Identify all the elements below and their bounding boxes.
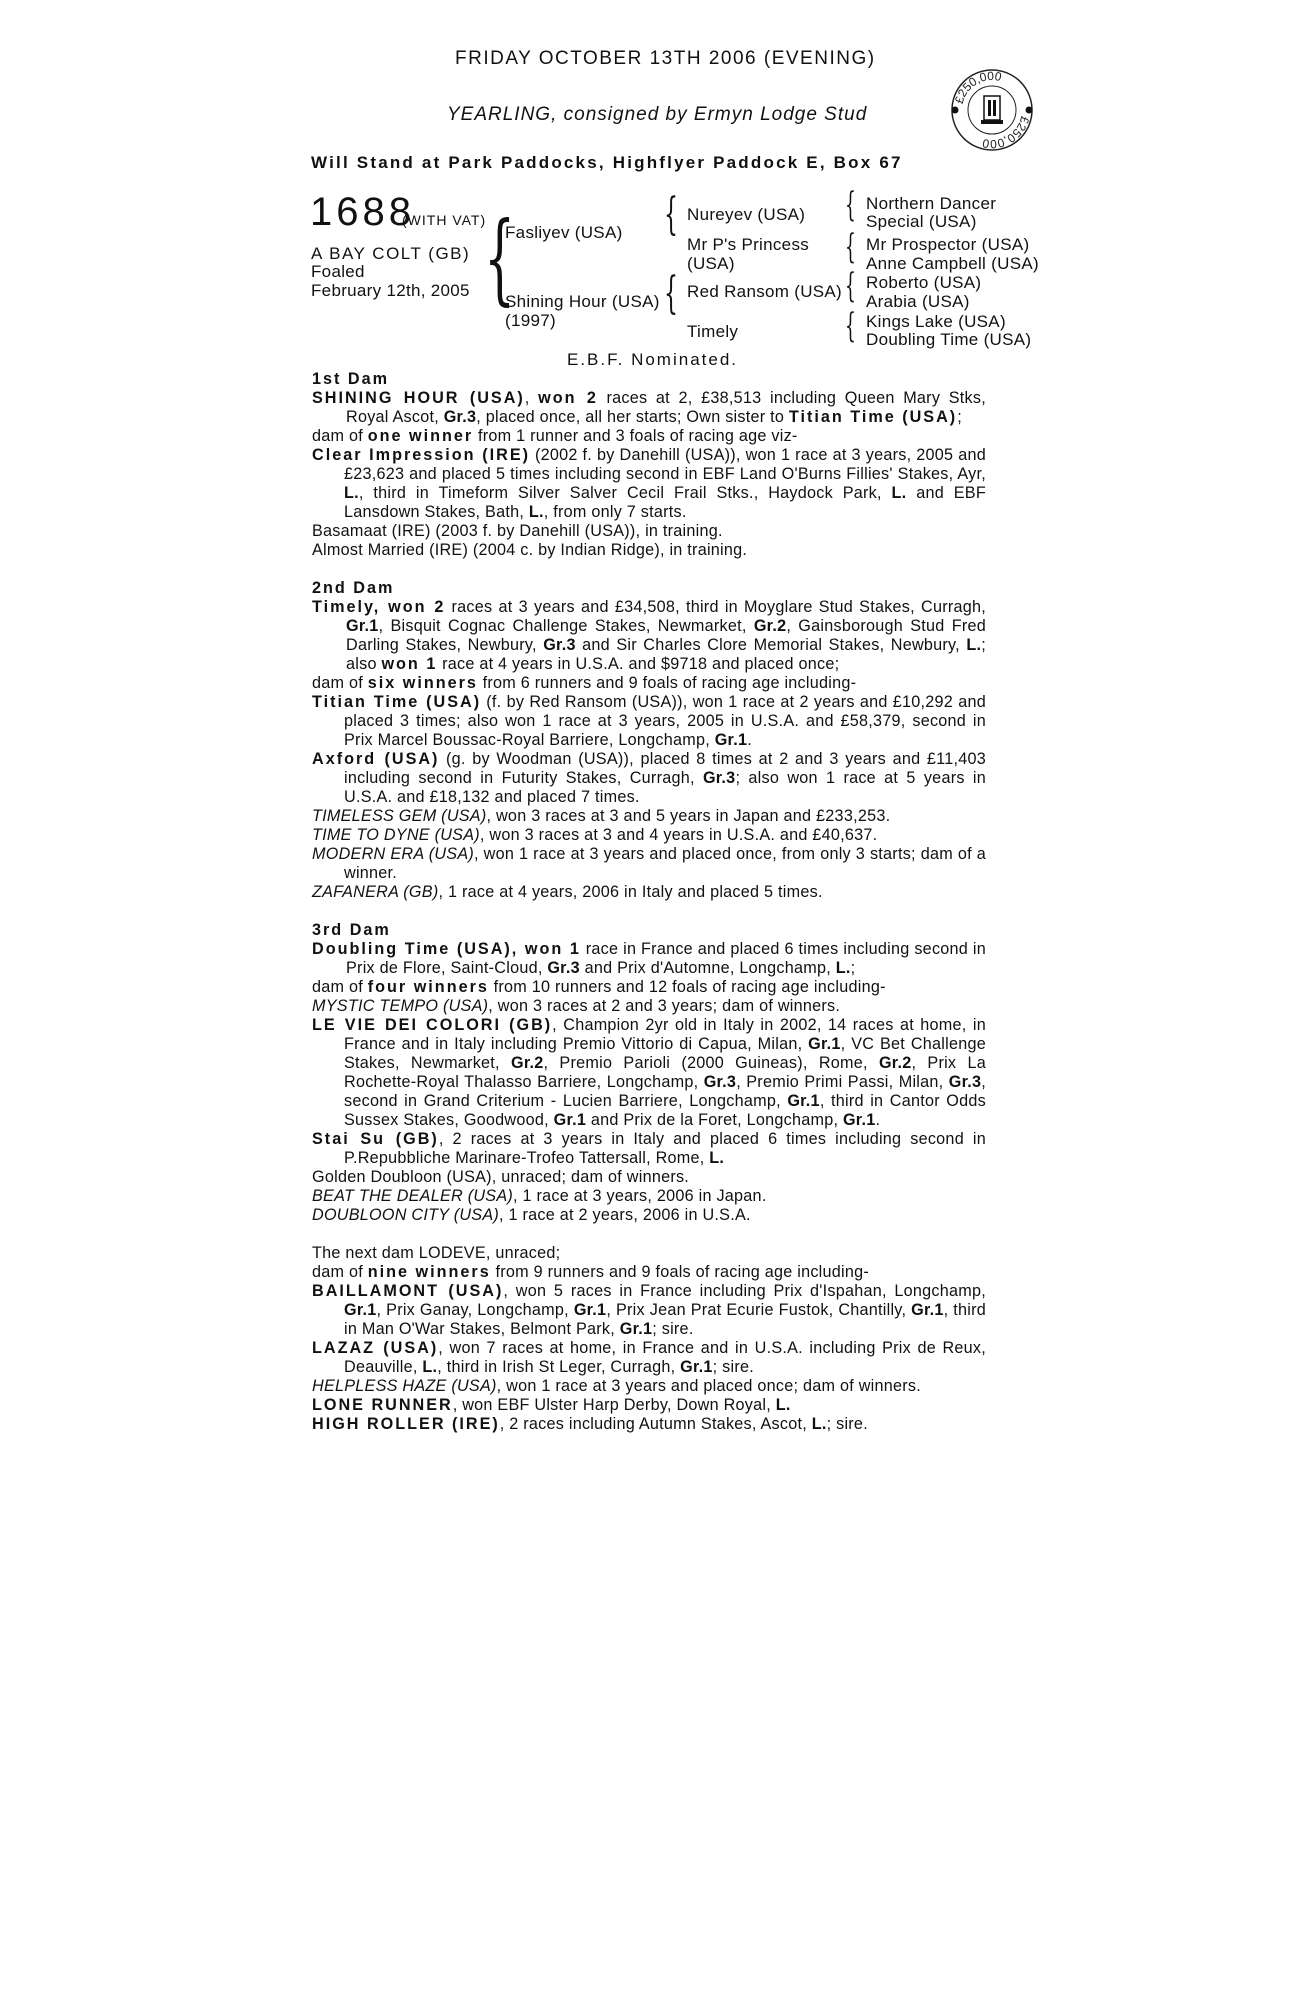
pedigree-brace: { <box>845 266 856 306</box>
pedigree-brace: { <box>484 202 516 316</box>
next-dam-record: The next dam LODEVE, unraced; <box>312 1244 561 1262</box>
consignment-line: YEARLING, consigned by Ermyn Lodge Stud <box>447 104 868 125</box>
produce-entry: TIMELESS GEM (USA), won 3 races at 3 and 5 years in Japan and £233,253. <box>312 807 891 825</box>
produce-entry: BAILLAMONT (USA), won 5 races in France including Prix d'Ispahan, Longchamp, Gr.1, Prix Ganay, Longchamp, Gr.1, Prix Jean Prat Ecurie Fustok, Chantilly, Gr.1, third in Man O'War Stakes, Belmont Park, Gr.1; sire. <box>312 1282 987 1338</box>
pedigree-sire-dam: Mr P's Princess <box>687 235 810 254</box>
pedigree-g3: Anne Campbell (USA) <box>866 254 1039 273</box>
pedigree-dam-sire: Red Ransom (USA) <box>687 282 843 301</box>
third-dam-produce-summary: dam of four winners from 10 runners and 12 foals of racing age including- <box>312 978 886 996</box>
next-dam-produce-summary: dam of nine winners from 9 runners and 9 foals of racing age including- <box>312 1263 870 1281</box>
second-dam-heading: 2nd Dam <box>312 579 395 597</box>
vat-note: (WITH VAT) <box>402 212 487 228</box>
second-dam-produce-summary: dam of six winners from 6 runners and 9 foals of racing age including- <box>312 674 857 692</box>
pedigree-brace: { <box>664 189 678 240</box>
pedigree-dam-year: (1997) <box>505 311 556 330</box>
first-dam-record: SHINING HOUR (USA), won 2 races at 2, £38,513 including Queen Mary Stks, Royal Ascot, Gr.3, placed once, all her starts; Own sister to Titian Time (USA); <box>312 389 986 426</box>
grandproduce-entry: BEAT THE DEALER (USA), 1 race at 3 years, 2006 in Japan. <box>312 1187 767 1205</box>
ebf-nomination: E.B.F. Nominated. <box>567 350 739 369</box>
pedigree-g3: Northern Dancer <box>866 194 997 213</box>
produce-entry: HELPLESS HAZE (USA), won 1 race at 3 years and placed once; dam of winners. <box>312 1377 921 1395</box>
grandproduce-entry: Stai Su (GB), 2 races at 3 years in Italy and placed 6 times including second in P.Repubbliche Marinare-Trofeo Tattersall, Rome, L. <box>312 1130 986 1167</box>
produce-entry: ZAFANERA (GB), 1 race at 4 years, 2006 in Italy and placed 5 times. <box>312 883 823 901</box>
pedigree-sire-sire: Nureyev (USA) <box>687 205 806 224</box>
third-dam-record: Doubling Time (USA), won 1 race in France and placed 6 times including second in Prix de Flore, Saint-Cloud, Gr.3 and Prix d'Automne, Longchamp, L.; <box>312 940 986 977</box>
third-dam-heading: 3rd Dam <box>312 921 391 939</box>
price-seal-stamp <box>948 66 1036 154</box>
pedigree-g3: Roberto (USA) <box>866 273 982 292</box>
svg-text:£250,000: £250,000 <box>951 68 1003 106</box>
produce-entry: Titian Time (USA) (f. by Red Ransom (USA)), won 1 race at 2 years and £10,292 and placed 3 times; also won 1 race at 3 years, 2005 in U.S.A. and £58,379, second in Prix Marcel Boussac-Royal Barriere, Longchamp, Gr.1. <box>312 693 986 749</box>
pedigree-brace: { <box>845 185 856 225</box>
produce-entry: TIME TO DYNE (USA), won 3 races at 3 and 4 years in U.S.A. and £40,637. <box>312 826 878 844</box>
pedigree-g3: Kings Lake (USA) <box>866 312 1006 331</box>
dam-records <box>312 370 986 1434</box>
pedigree-brace: { <box>845 306 856 346</box>
produce-entry: Golden Doubloon (USA), unraced; dam of winners. <box>312 1168 690 1186</box>
pedigree-dam-dam: Timely <box>687 322 739 341</box>
grandproduce-entry: LONE RUNNER, won EBF Ulster Harp Derby, Down Royal, L. <box>312 1396 791 1414</box>
produce-entry: Axford (USA) (g. by Woodman (USA)), placed 8 times at 2 and 3 years and £11,403 including second in Futurity Stakes, Curragh, Gr.3; also won 1 race at 5 years in U.S.A. and £18,132 and placed 7 times. <box>312 750 986 806</box>
produce-entry: MODERN ERA (USA), won 1 race at 3 years and placed once, from only 3 starts; dam of a winner. <box>312 845 986 882</box>
pedigree-brace: { <box>664 268 678 319</box>
produce-entry: MYSTIC TEMPO (USA), won 3 races at 2 and 3 years; dam of winners. <box>312 997 841 1015</box>
pedigree-sire-dam-country: (USA) <box>687 254 735 273</box>
svg-text:£250,000: £250,000 <box>981 114 1033 152</box>
first-dam-produce-summary: dam of one winner from 1 runner and 3 foals of racing age viz- <box>312 427 798 445</box>
pedigree-g3: Arabia (USA) <box>866 292 970 311</box>
first-dam-heading: 1st Dam <box>312 370 389 388</box>
lot-description: A BAY COLT (GB) <box>311 244 471 263</box>
foaled-date: February 12th, 2005 <box>311 281 470 300</box>
pedigree-g3: Doubling Time (USA) <box>866 330 1032 349</box>
pedigree-dam: Shining Hour (USA) <box>505 292 660 311</box>
grandproduce-entry: HIGH ROLLER (IRE), 2 races including Autumn Stakes, Ascot, L.; sire. <box>312 1415 868 1433</box>
location-line: Will Stand at Park Paddocks, Highflyer Paddock E, Box 67 <box>311 153 903 172</box>
produce-entry: Almost Married (IRE) (2004 c. by Indian Ridge), in training. <box>312 541 748 559</box>
produce-entry: Basamaat (IRE) (2003 f. by Danehill (USA)), in training. <box>312 522 723 540</box>
second-dam-record: Timely, won 2 races at 3 years and £34,508, third in Moyglare Stud Stakes, Curragh, Gr.1, Bisquit Cognac Challenge Stakes, Newmarket, Gr.2, Gainsborough Stud Fred Darling Stakes, Newbury, Gr.3 and Sir Charles Clore Memorial Stakes, Newbury, L.; also won 1 race at 4 years in U.S.A. and $9718 and placed once; <box>312 598 986 673</box>
produce-entry: Clear Impression (IRE) (2002 f. by Danehill (USA)), won 1 race at 3 years, 2005 and £23,623 and placed 5 times including second in EBF Land O'Burns Fillies' Stakes, Ayr, L., third in Timeform Silver Salver Cecil Frail Stks., Haydock Park, L. and EBF Lansdown Stakes, Bath, L., from only 7 starts. <box>312 446 986 521</box>
pedigree-brace: { <box>845 227 856 267</box>
pedigree-sire: Fasliyev (USA) <box>505 223 623 242</box>
pedigree-g3: Mr Prospector (USA) <box>866 235 1030 254</box>
sale-date-title: FRIDAY OCTOBER 13TH 2006 (EVENING) <box>455 48 876 69</box>
grandproduce-entry: LE VIE DEI COLORI (GB), Champion 2yr old in Italy in 2002, 14 races at home, in France and in Italy including Premio Vittorio di Capua, Milan, Gr.1, VC Bet Challenge Stakes, Newmarket, Gr.2, Premio Parioli (2000 Guineas), Rome, Gr.2, Prix La Rochette-Royal Thalasso Barriere, Longchamp, Gr.3, Premio Primi Passi, Milan, Gr.3, second in Grand Criterium - Lucien Barriere, Longchamp, Gr.1, third in Cantor Odds Sussex Stakes, Goodwood, Gr.1 and Prix de la Foret, Longchamp, Gr.1. <box>312 1016 986 1129</box>
pedigree-g3: Special (USA) <box>866 212 977 231</box>
produce-entry: LAZAZ (USA), won 7 races at home, in France and in U.S.A. including Prix de Reux, Deauville, L., third in Irish St Leger, Curragh, Gr.1; sire. <box>312 1339 987 1376</box>
lot-number: 1688 <box>310 190 415 234</box>
foaled-label: Foaled <box>311 262 365 281</box>
grandproduce-entry: DOUBLOON CITY (USA), 1 race at 2 years, 2006 in U.S.A. <box>312 1206 751 1224</box>
